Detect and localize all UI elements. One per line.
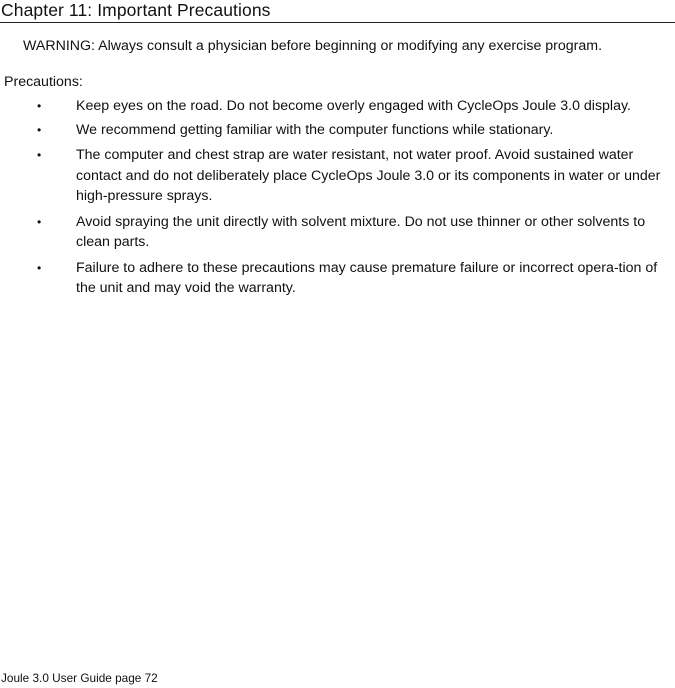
bullet-icon: • [37, 260, 42, 275]
precaution-text: Failure to adhere to these precautions may cause premature failure or incorrect opera-tion of the unit and may void the warranty. [76, 259, 658, 296]
bullet-icon: • [37, 148, 42, 162]
precaution-list [0, 96, 675, 304]
precaution-text: We recommend getting familiar with the computer functions while stationary. [76, 121, 554, 138]
precaution-text: Avoid spraying the unit directly with solvent mixture. Do not use thinner or other solvents to clean parts. [76, 213, 646, 250]
chapter-header [0, 0, 675, 23]
warning-text: WARNING: Always consult a physician before beginning or modifying any exercise program. [23, 38, 603, 54]
precaution-item [0, 145, 675, 207]
precautions-heading: Precautions: [4, 74, 83, 90]
precaution-text: The computer and chest strap are water resistant, not water proof. Avoid sustained water contact and do not deliberately place CycleOps Joule 3.0 or its components in water or under high-pressure sprays. [76, 147, 661, 204]
precaution-item [0, 258, 675, 299]
precaution-text: Keep eyes on the road. Do not become overly engaged with CycleOps Joule 3.0 display. [76, 98, 631, 114]
chapter-title: Chapter 11: Important Precautions [1, 0, 271, 20]
precaution-item [0, 96, 675, 117]
page-footer: Joule 3.0 User Guide page 72 [1, 671, 158, 685]
bullet-icon: • [37, 214, 42, 229]
precaution-item [0, 212, 675, 253]
bullet-icon: • [37, 122, 42, 137]
bullet-icon: • [37, 99, 42, 113]
precaution-item [0, 120, 675, 141]
